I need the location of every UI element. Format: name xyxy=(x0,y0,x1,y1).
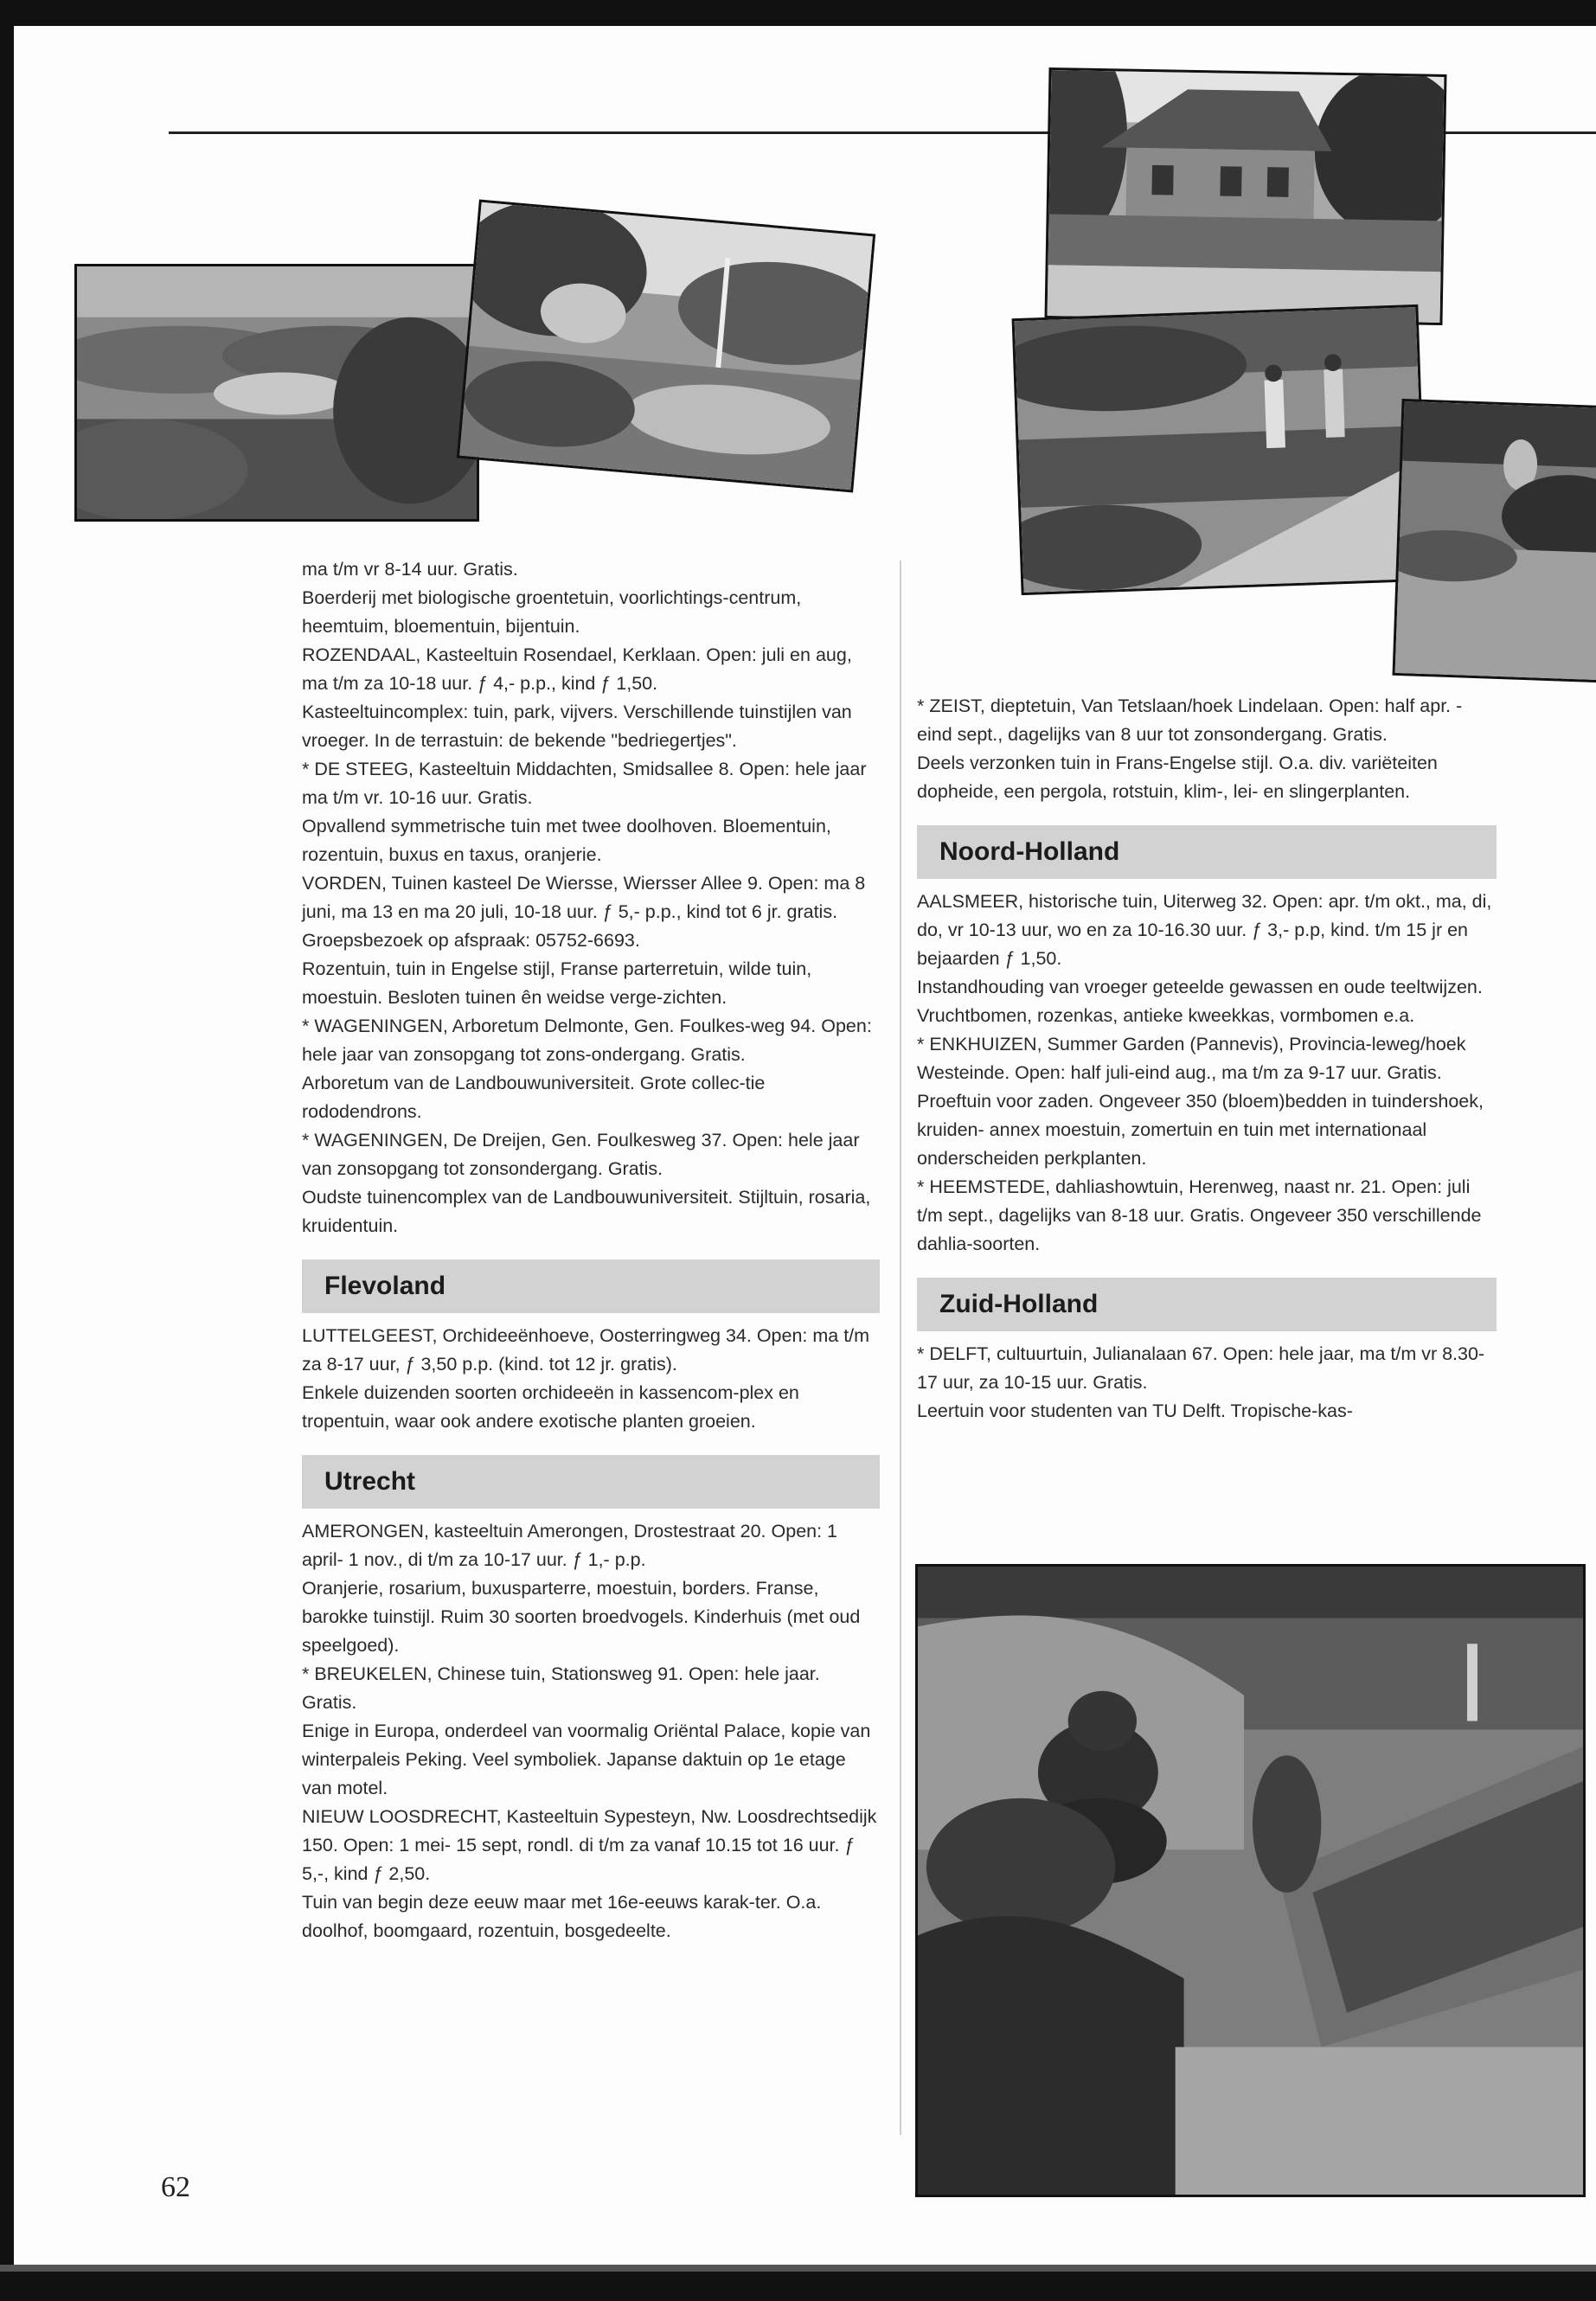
listing-paragraph: Kasteeltuincomplex: tuin, park, vijvers. Verschillende tuinstijlen van vroeger. In de terrastuin: de bekende "bedriegertjes". xyxy=(302,702,852,751)
listing-paragraph: * BREUKELEN, Chinese tuin, Stationsweg 91. Open: hele jaar. Gratis. xyxy=(302,1663,820,1713)
statue-garden-photo xyxy=(1392,399,1596,683)
left-intro xyxy=(302,555,880,1240)
listing-paragraph: NIEUW LOOSDRECHT, Kasteeltuin Sypesteyn, Nw. Loosdrechtsedijk 150. Open: 1 mei- 15 sept, rondl. di t/m za vanaf 10.15 tot 16 uur. ƒ 5,-, kind ƒ 2,50. xyxy=(302,1806,877,1884)
listing-paragraph: Enkele duizenden soorten orchideeën in kassencom-plex en tropentuin, waar ook andere exotische planten groeien. xyxy=(302,1382,799,1432)
page-number: 62 xyxy=(161,2171,190,2203)
listing-paragraph: ma t/m vr 8-14 uur. Gratis. xyxy=(302,559,518,580)
scan-border-top xyxy=(0,0,1596,26)
listing-paragraph: Tuin van begin deze eeuw maar met 16e-eeuws karak-ter. O.a. doolhof, boomgaard, rozentuin, bosgedeelte. xyxy=(302,1892,822,1941)
visitors-garden-photo xyxy=(1012,304,1428,595)
garden-photo-2 xyxy=(457,200,875,493)
listing-paragraph: * DELFT, cultuurtuin, Julianalaan 67. Open: hele jaar, ma t/m vr 8.30-17 uur, za 10-15 uur. Gratis. xyxy=(917,1343,1485,1393)
listing-paragraph: Boerderij met biologische groentetuin, voorlichtings-centrum, heemtuim, bloementuin, bijentuin. xyxy=(302,587,802,637)
garden-photo-1 xyxy=(74,264,479,522)
listing-paragraph: Rozentuin, tuin in Engelse stijl, Franse parterretuin, wilde tuin, moestuin. Besloten tuinen ên weidse verge-zichten. xyxy=(302,958,812,1008)
listing-paragraph: * DE STEEG, Kasteeltuin Middachten, Smidsallee 8. Open: hele jaar ma t/m vr. 10-16 uur. Gratis. xyxy=(302,759,867,808)
listing-paragraph: Oudste tuinencomplex van de Landbouwuniversiteit. Stijltuin, rosaria, kruidentuin. xyxy=(302,1187,871,1236)
listing-paragraph: * WAGENINGEN, Arboretum Delmonte, Gen. Foulkes-weg 94. Open: hele jaar van zonsopgang tot zons-ondergang. Gratis. xyxy=(302,1016,872,1065)
listing-paragraph: LUTTELGEEST, Orchideeënhoeve, Oosterringweg 34. Open: ma t/m za 8-17 uur, ƒ 3,50 p.p. (kind. tot 12 jr. gratis). xyxy=(302,1325,870,1375)
listing-paragraph: ROZENDAAL, Kasteeltuin Rosendael, Kerklaan. Open: juli en aug, ma t/m za 10-18 uur. ƒ 4,- p.p., kind ƒ 1,50. xyxy=(302,644,852,694)
listing-paragraph: Opvallend symmetrische tuin met twee doolhoven. Bloementuin, rozentuin, buxus en taxus, oranjerie. xyxy=(302,816,831,865)
left-column xyxy=(302,555,880,1945)
listing-paragraph: VORDEN, Tuinen kasteel De Wiersse, Wiersser Allee 9. Open: ma 8 juni, ma 13 en ma 20 juli, 10-18 uur. ƒ 5,- p.p., kind tot 6 jr. gratis. Groepsbezoek op afspraak: 05752-6693. xyxy=(302,873,866,951)
listing-paragraph: Enige in Europa, onderdeel van voormalig Oriëntal Palace, kopie van winterpaleis Peking. Veel symboliek. Japanse daktuin op 1e etage van motel. xyxy=(302,1721,871,1798)
listing-paragraph: Arboretum van de Landbouwuniversiteit. Grote collec-tie rododendrons. xyxy=(302,1073,766,1122)
listing-paragraph: AMERONGEN, kasteeltuin Amerongen, Drostestraat 20. Open: 1 april- 1 nov., di t/m za 10-17 uur. ƒ 1,- p.p. xyxy=(302,1521,838,1570)
listing-paragraph: AALSMEER, historische tuin, Uiterweg 32. Open: apr. t/m okt., ma, di, do, vr 10-13 uur, wo en za 10-16.30 uur. ƒ 3,- p.p, kind. t/m 15 jr en bejaarden ƒ 1,50. xyxy=(917,891,1492,969)
listing-paragraph: Oranjerie, rosarium, buxusparterre, moestuin, borders. Franse, barokke tuinstijl. Ruim 30 soorten broedvogels. Kinderhuis (met oud speelgoed). xyxy=(302,1578,861,1656)
listing-paragraph: * HEEMSTEDE, dahliashowtuin, Herenweg, naast nr. 21. Open: juli t/m sept., dagelijks van 8-18 uur. Gratis. Ongeveer 350 verschillende dahlia-soorten. xyxy=(917,1176,1482,1254)
scan-border-left xyxy=(0,0,14,2301)
farmhouse-photo xyxy=(1045,67,1447,325)
column-divider xyxy=(900,561,901,2135)
topiary-garden-photo xyxy=(915,1564,1586,2197)
listing-paragraph: Deels verzonken tuin in Frans-Engelse stijl. O.a. div. variëteiten dopheide, een pergola, rotstuin, klim-, lei- en slingerplanten. xyxy=(917,753,1438,802)
section-heading-noord-holland: Noord-Holland xyxy=(917,825,1497,879)
listing-paragraph: Leertuin voor studenten van TU Delft. Tropische-kas- xyxy=(917,1400,1353,1421)
scan-border-bottom-edge xyxy=(0,2265,1596,2272)
section-heading-utrecht: Utrecht xyxy=(302,1455,880,1509)
section-heading-zuid-holland: Zuid-Holland xyxy=(917,1278,1497,1331)
section-heading-flevoland: Flevoland xyxy=(302,1259,880,1313)
listing-paragraph: * ENKHUIZEN, Summer Garden (Pannevis), Provincia-leweg/hoek Westeinde. Open: half juli-eind aug., ma t/m za 9-17 uur. Gratis. xyxy=(917,1034,1466,1083)
listing-paragraph: * ZEIST, dieptetuin, Van Tetslaan/hoek Lindelaan. Open: half apr. - eind sept., dagelijks van 8 uur tot zonsondergang. Gratis. xyxy=(917,695,1463,745)
listing-paragraph: Instandhouding van vroeger geteelde gewassen en oude teeltwijzen. Vruchtbomen, rozenkas, antieke kweekkas, vormbomen e.a. xyxy=(917,977,1483,1026)
listing-paragraph: * WAGENINGEN, De Dreijen, Gen. Foulkesweg 37. Open: hele jaar van zonsopgang tot zonsondergang. Gratis. xyxy=(302,1130,860,1179)
right-column xyxy=(917,692,1497,1426)
listing-paragraph: Proeftuin voor zaden. Ongeveer 350 (bloem)bedden in tuindershoek, kruiden- annex moestuin, zomertuin en tuin met internationaal onderscheiden perkplanten. xyxy=(917,1091,1484,1169)
